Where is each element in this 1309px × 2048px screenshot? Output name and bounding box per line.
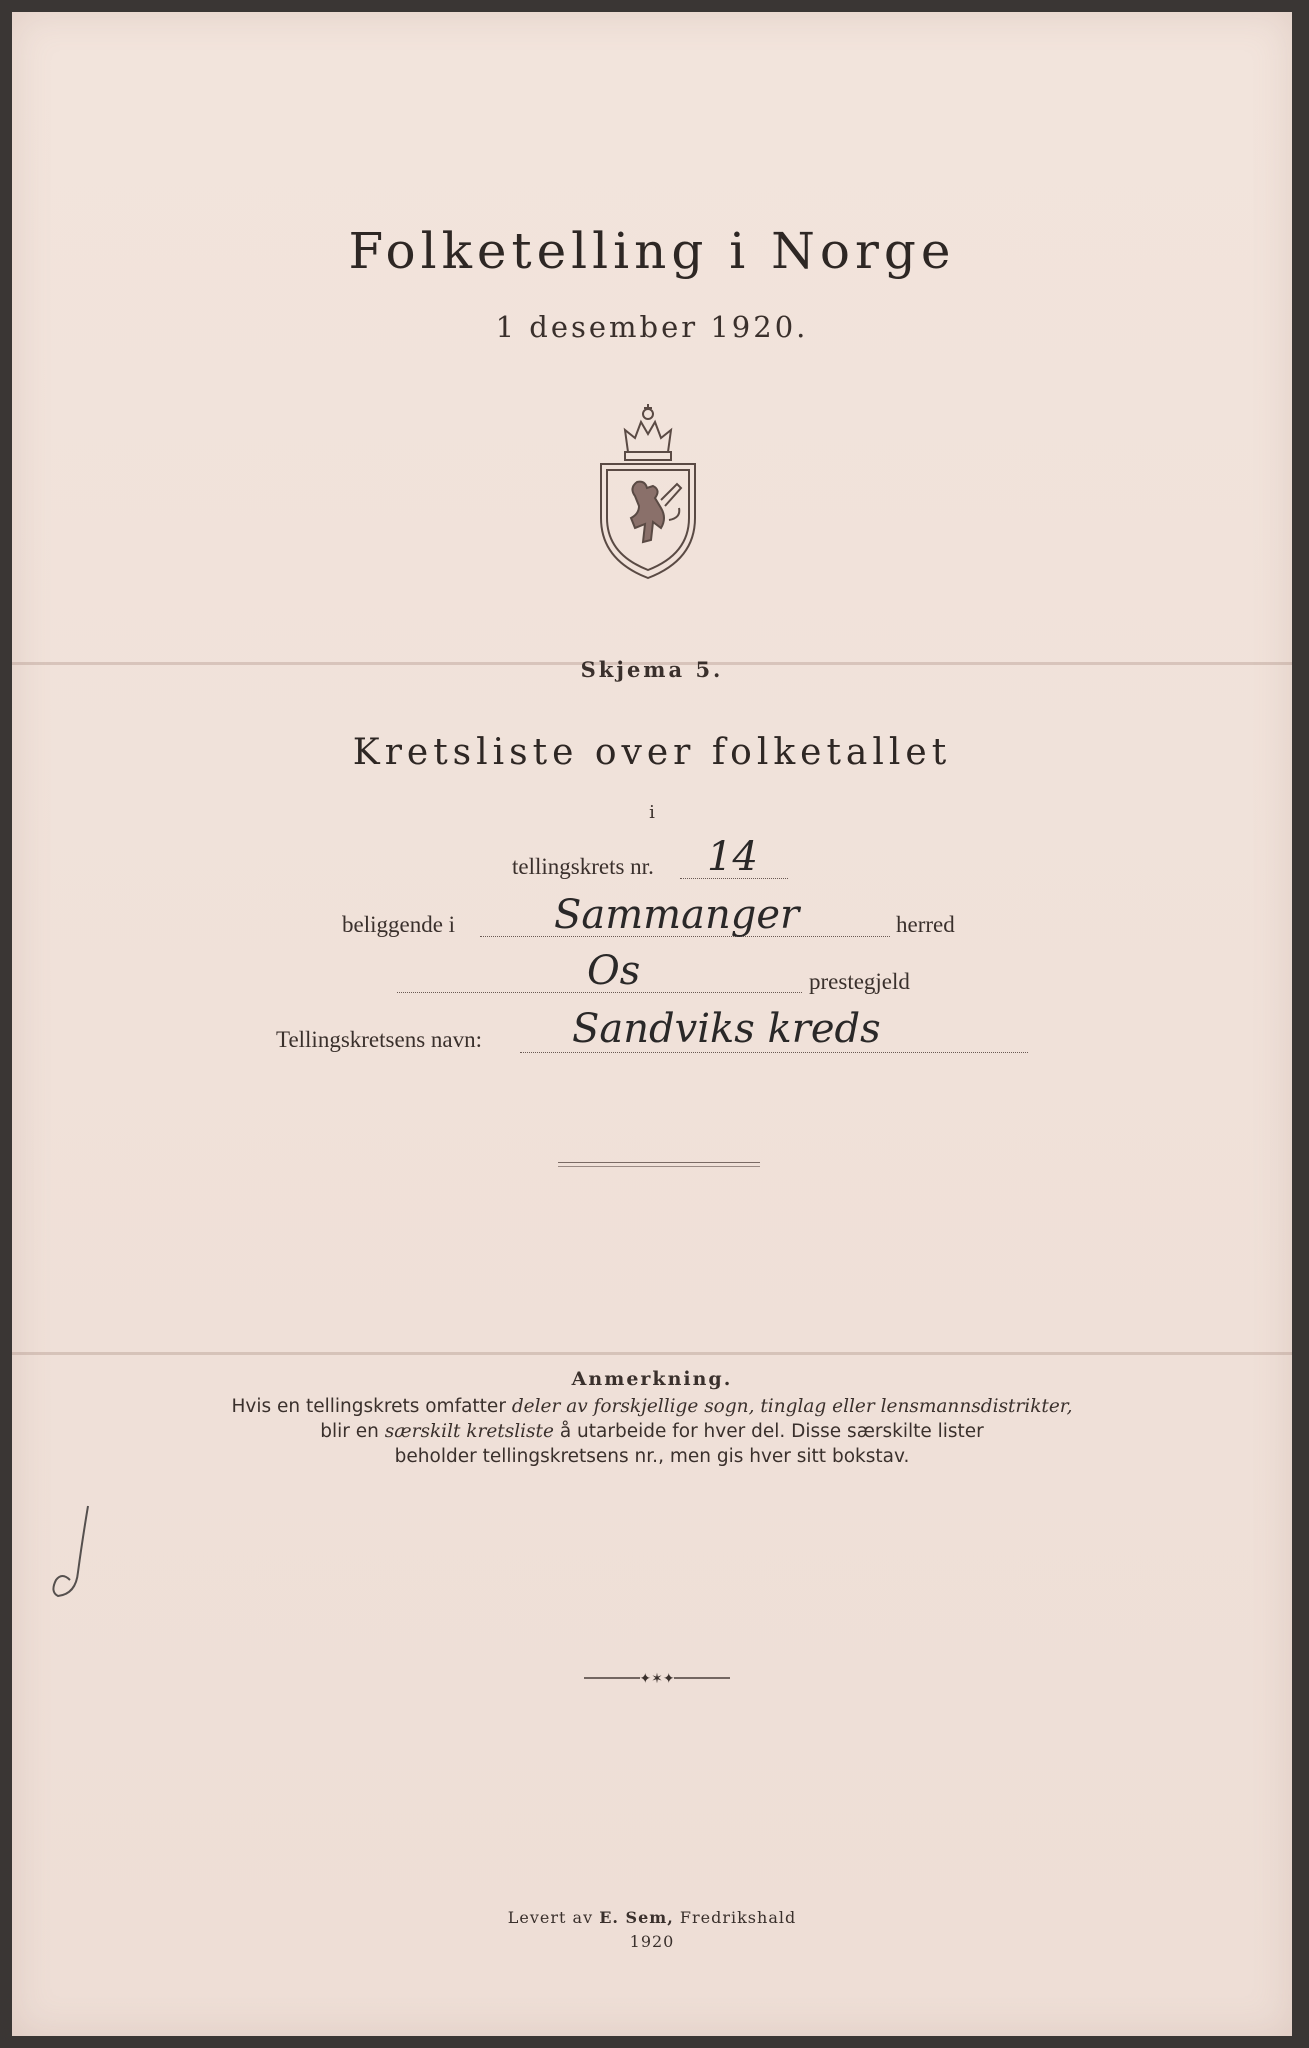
census-form-page [12,12,1292,2036]
svg-text:✦✶✦: ✦✶✦ [639,1672,675,1684]
note-line-1 [12,1394,1292,1419]
document-subtitle: Kretsliste over folketallet [352,732,952,773]
note-line-3: beholder tellingskretsens nr., men gis hver sitt bokstav. [394,1446,910,1467]
note-heading: Anmerkning. [571,1368,733,1390]
herred-value: Sammanger [554,892,800,938]
note-line-2-text-c: å utarbeide for hver del. Disse særskilte lister [553,1421,984,1442]
document-title: Folketelling i Norge [348,222,956,280]
note-line-1-emphasis: deler av forskjellige sogn, tinglag eller lensmannsdistrikter, [511,1396,1073,1417]
kretsnavn-line [520,1052,1028,1053]
norwegian-coat-of-arms-icon [595,400,701,580]
tellingskrets-value: 14 [707,834,758,880]
beliggende-label: beliggende i [342,912,456,937]
ornament-divider-icon [582,1672,732,1684]
separator-rule [558,1162,760,1163]
herred-label: herred [896,912,955,937]
kretsnavn-value: Sandviks kreds [572,1006,881,1052]
form-number-label: Skjema 5. [580,657,724,682]
note-line-1-text: Hvis en tellingskrets omfatter [231,1396,512,1417]
separator-rule-double [558,1166,760,1167]
connector-word: i [649,802,655,823]
printer-name: E. Sem, [599,1908,674,1927]
kretsnavn-label: Tellingskretsens navn: [276,1027,482,1052]
printer-prefix: Levert av [507,1908,600,1927]
census-date: 1 desember 1920. [495,310,809,344]
pencil-mark-icon [48,1502,98,1602]
printer-year: 1920 [629,1932,675,1951]
note-line-2 [12,1419,1292,1444]
note-line-2-emphasis: særskilt kretsliste [384,1421,554,1442]
printer-credit [12,1908,1292,1927]
paper-fold-lower [12,1352,1292,1355]
prestegjeld-label: prestegjeld [809,969,910,994]
printer-location: Fredrikshald [673,1908,797,1927]
tellingskrets-label: tellingskrets nr. [512,854,654,879]
prestegjeld-value: Os [587,948,641,994]
note-line-2-text-a: blir en [320,1421,385,1442]
